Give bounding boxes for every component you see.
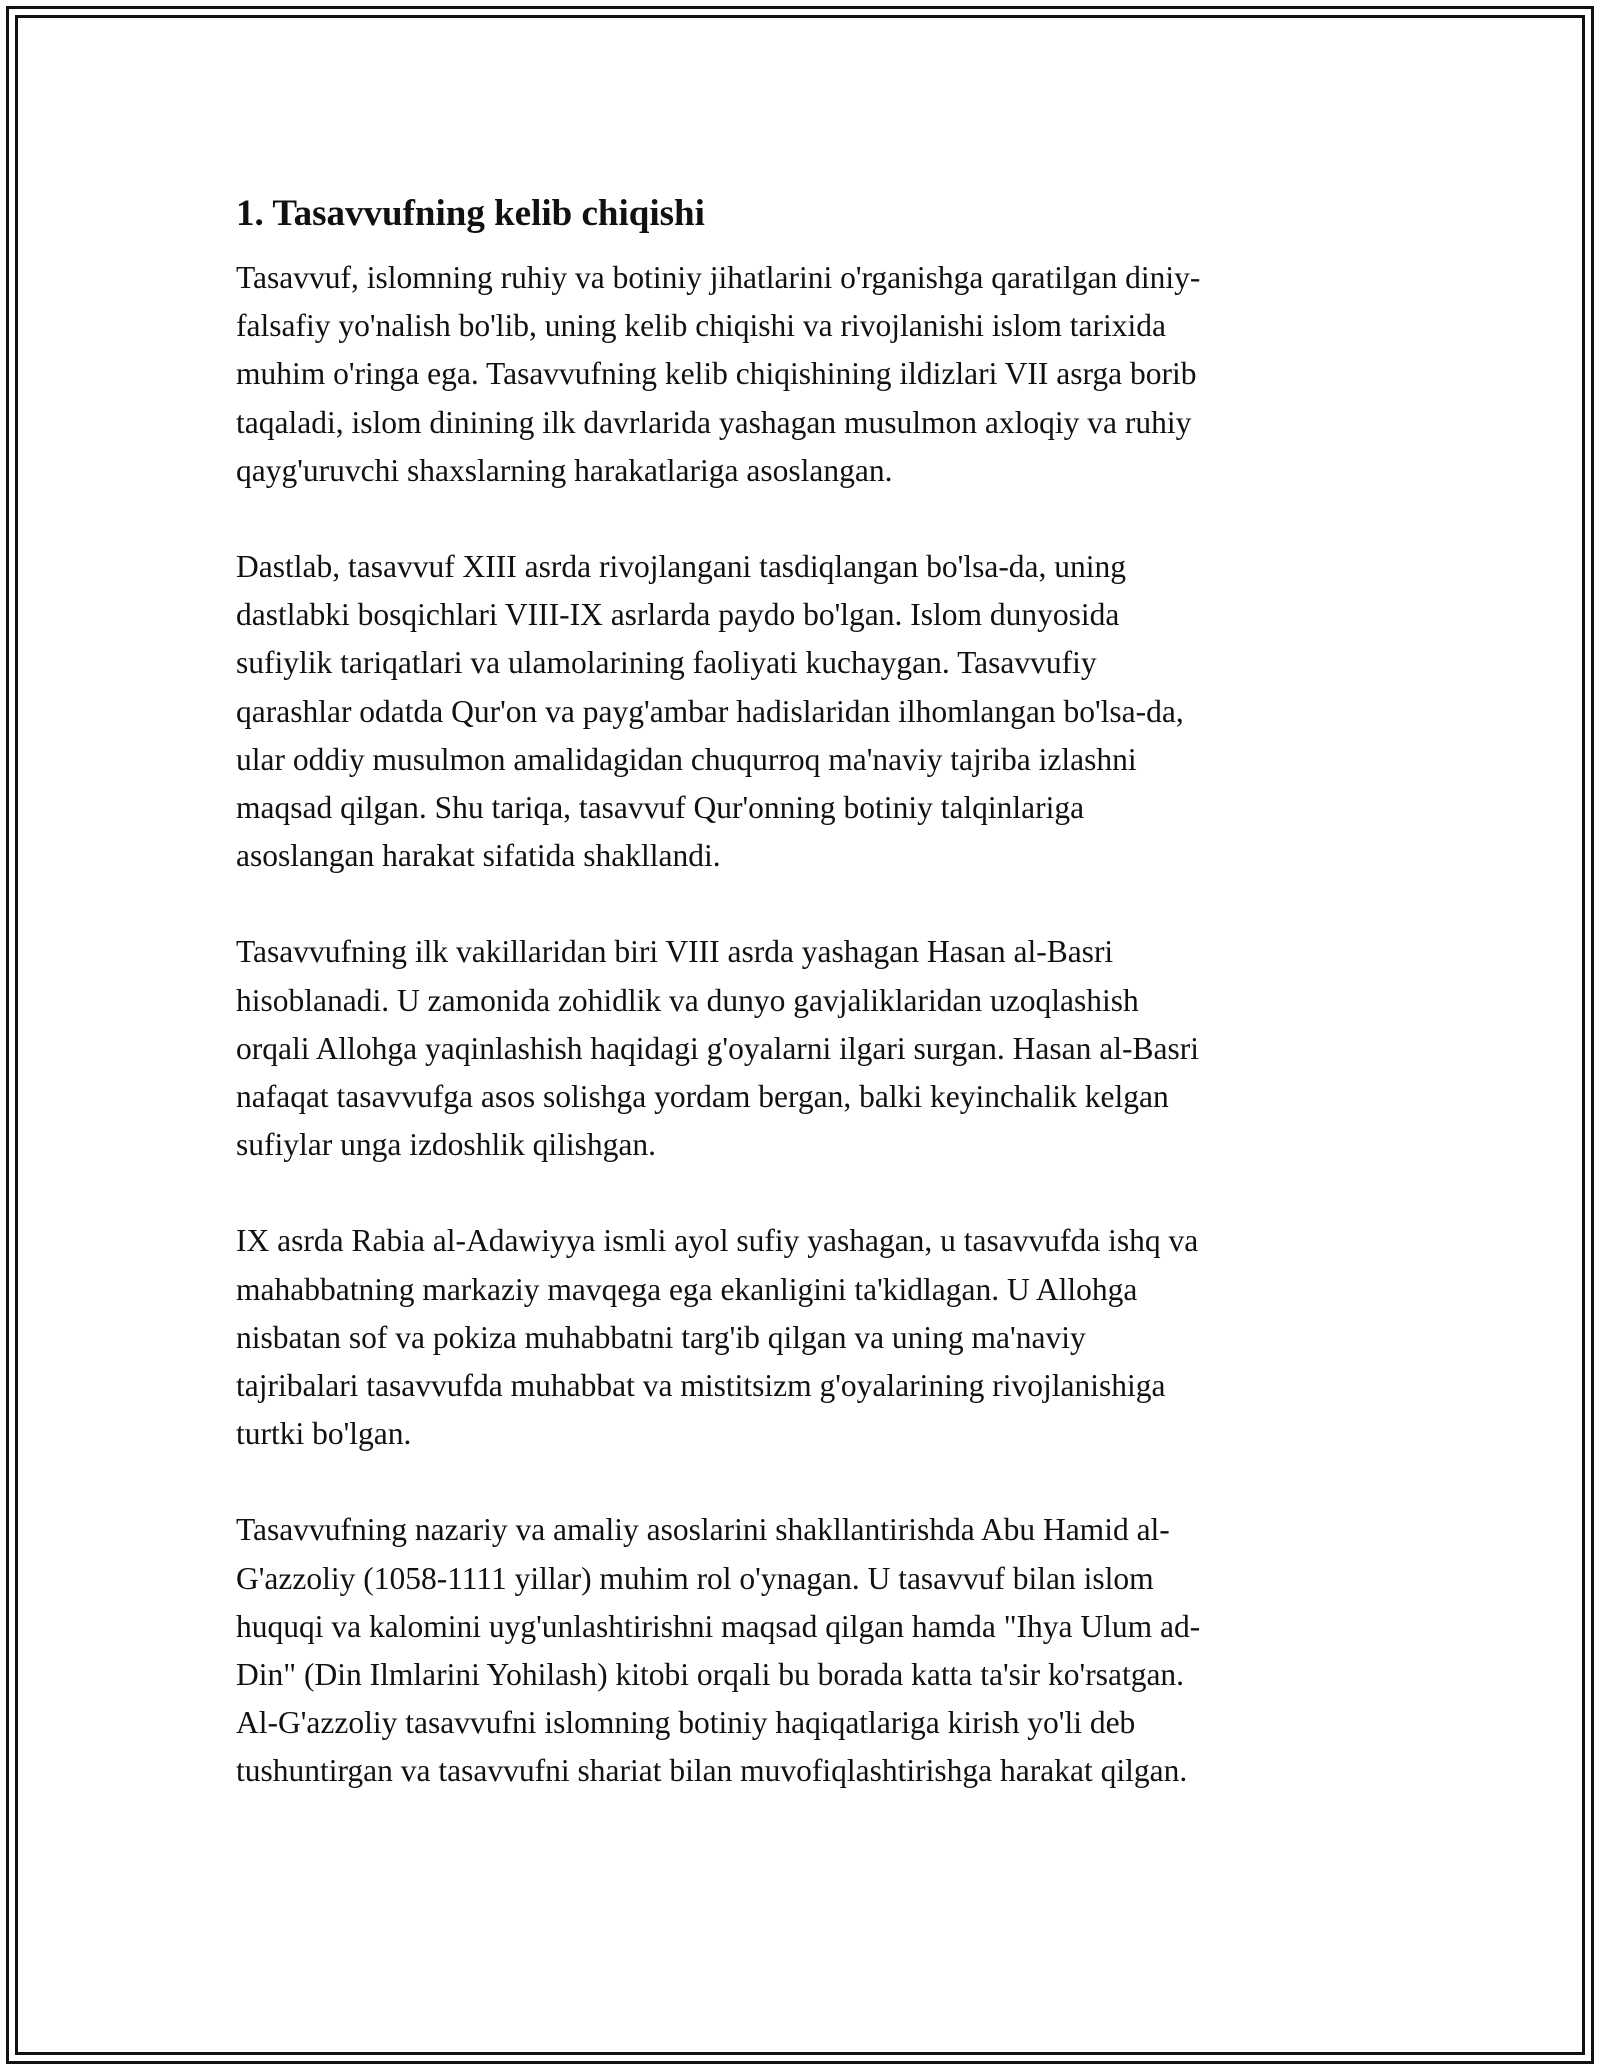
paragraph-line: IX asrda Rabia al-Adawiyya ismli ayol sufiy yashagan, u tasavvufda ishq va [236,1223,1199,1259]
paragraph-line: qayg'uruvchi shaxslarning harakatlariga asoslangan. [236,452,893,488]
paragraph-1 [236,254,1366,495]
paragraph-line: maqsad qilgan. Shu tariqa, tasavvuf Qur'onning botiniy talqinlariga [236,790,1085,826]
paragraph-line: asoslangan harakat sifatida shakllandi. [236,838,721,874]
paragraph-line: tushuntirgan va tasavvufni shariat bilan muvofiqlashtirishga harakat qilgan. [236,1753,1188,1789]
paragraph-line: orqali Allohga yaqinlashish haqidagi g'oyalarni ilgari surgan. Hasan al-Basri [236,1030,1199,1066]
paragraph-line: Tasavvufning nazariy va amaliy asoslarini shakllantirishda Abu Hamid al- [236,1512,1170,1548]
paragraph-line: qarashlar odatda Qur'on va payg'ambar hadislaridan ilhomlangan bo'lsa-da, [236,693,1184,729]
paragraph-line: dastlabki bosqichlari VIII-IX asrlarda paydo bo'lgan. Islom dunyosida [236,597,1120,633]
paragraph-5 [236,1506,1366,1795]
paragraph-line: G'azzoliy (1058-1111 yillar) muhim rol o'ynagan. U tasavvuf bilan islom [236,1560,1154,1596]
paragraph-line: Tasavvufning ilk vakillaridan biri VIII asrda yashagan Hasan al-Basri [236,934,1114,970]
document-body [236,186,1366,1844]
paragraph-line: nafaqat tasavvufga asos solishga yordam bergan, balki keyinchalik kelgan [236,1079,1169,1115]
paragraph-line: falsafiy yo'nalish bo'lib, uning kelib chiqishi va rivojlanishi islom tarixida [236,308,1166,344]
paragraph-line: tajribalari tasavvufda muhabbat va mistitsizm g'oyalarining rivojlanishiga [236,1368,1166,1404]
paragraph-line: muhim o'ringa ega. Tasavvufning kelib chiqishining ildizlari VII asrga borib [236,356,1197,392]
paragraph-line: Al-G'azzoliy tasavvufni islomning botiniy haqiqatlariga kirish yo'li deb [236,1705,1136,1741]
section-heading: 1. Tasavvufning kelib chiqishi [236,193,705,234]
paragraph-line: taqaladi, islom dinining ilk davrlarida yashagan musulmon axloqiy va ruhiy [236,404,1192,440]
paragraph-2 [236,543,1366,880]
paragraph-line: sufiylar unga izdoshlik qilishgan. [236,1127,656,1163]
paragraph-line: nisbatan sof va pokiza muhabbatni targ'ib qilgan va uning ma'naviy [236,1319,1086,1355]
paragraph-line: ular oddiy musulmon amalidagidan chuqurroq ma'naviy tajriba izlashni [236,741,1137,777]
paragraph-line: huquqi va kalomini uyg'unlashtirishni maqsad qilgan hamda "Ihya Ulum ad- [236,1608,1201,1644]
paragraph-3 [236,928,1366,1169]
paragraph-line: mahabbatning markaziy mavqega ega ekanligini ta'kidlagan. U Allohga [236,1271,1138,1307]
paragraph-line: Din" (Din Ilmlarini Yohilash) kitobi orqali bu borada katta ta'sir ko'rsatgan. [236,1657,1185,1693]
paragraph-line: turtki bo'lgan. [236,1416,412,1452]
paragraph-line: sufiylik tariqatlari va ulamolarining faoliyati kuchaygan. Tasavvufiy [236,645,1097,681]
paragraph-line: Tasavvuf, islomning ruhiy va botiniy jihatlarini o'rganishga qaratilgan diniy- [236,260,1201,295]
paragraph-line: hisoblanadi. U zamonida zohidlik va dunyo gavjaliklaridan uzoqlashish [236,982,1139,1018]
paragraph-line: Dastlab, tasavvuf XIII asrda rivojlangani tasdiqlangan bo'lsa-da, uning [236,549,1127,585]
paragraph-4 [236,1217,1366,1458]
